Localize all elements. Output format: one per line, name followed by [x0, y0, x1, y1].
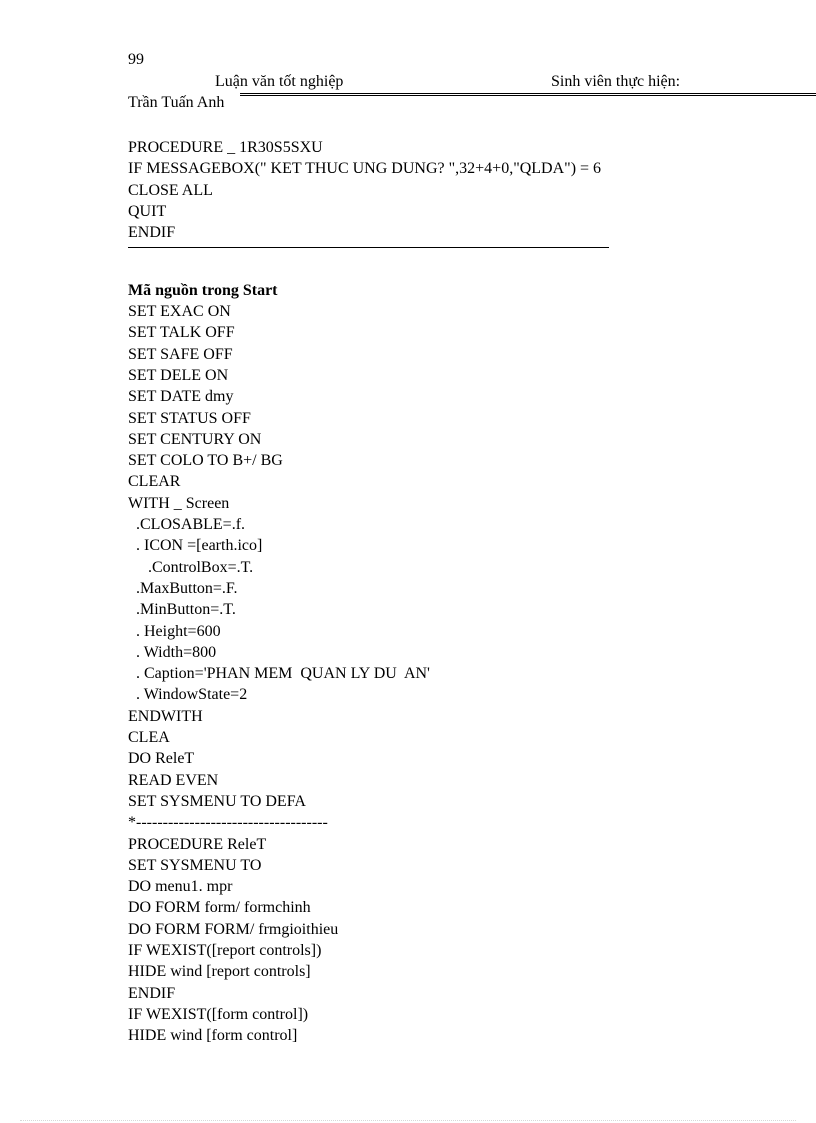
code-line: . ICON =[earth.ico] [128, 537, 263, 555]
code-line: SET DATE dmy [128, 388, 234, 406]
code-line: HIDE wind [form control] [128, 1027, 298, 1045]
code-line: ENDWITH [128, 707, 203, 725]
code-line: SET STATUS OFF [128, 409, 251, 427]
code-line: DO ReleT [128, 750, 195, 768]
code-line: . Caption='PHAN MEM QUAN LY DU AN' [128, 665, 430, 683]
code-line: .MinButton=.T. [128, 601, 236, 619]
footer-divider [20, 1120, 796, 1121]
section-heading: Mã nguồn trong Start [128, 281, 278, 299]
code-line: IF WEXIST([report controls]) [128, 941, 322, 959]
code-line: IF WEXIST([form control]) [128, 1005, 309, 1023]
code-line: DO FORM form/ formchinh [128, 899, 311, 917]
header-author-label: Sinh viên thực hiện: [551, 73, 681, 90]
code-line: SET DELE ON [128, 366, 229, 384]
code-line: .ControlBox=.T. [128, 558, 254, 576]
code-line: ENDIF [128, 984, 176, 1002]
code-line: SET SYSMENU TO [128, 856, 262, 874]
code-line: SET COLO TO B+/ BG [128, 452, 283, 470]
code-line: SET EXAC ON [128, 303, 231, 321]
code-line: SET CENTURY ON [128, 430, 262, 448]
code-line: IF MESSAGEBOX(" KET THUC UNG DUNG? ",32+4+0,"QLDA") = 6 [128, 160, 602, 178]
code-line: READ EVEN [128, 771, 219, 789]
code-line: SET TALK OFF [128, 324, 235, 342]
blank-line [128, 258, 788, 279]
code-line: DO FORM FORM/ frmgioithieu [128, 920, 339, 938]
header-title: Luận văn tốt nghiệp [215, 73, 344, 90]
code-line: CLEAR [128, 473, 181, 491]
code-line: .MaxButton=.F. [128, 579, 238, 597]
code-line: PROCEDURE ReleT [128, 835, 267, 853]
section-divider [128, 243, 788, 258]
code-line: SET SAFE OFF [128, 345, 233, 363]
page-number: 99 [128, 51, 144, 68]
document-body [128, 137, 788, 1046]
code-line: PROCEDURE _ 1R30S5SXU [128, 139, 323, 156]
code-line: QUIT [128, 202, 167, 220]
code-line: WITH _ Screen [128, 494, 230, 512]
code-line: HIDE wind [report controls] [128, 963, 311, 981]
code-line: CLEA [128, 729, 170, 747]
header-rule [240, 93, 816, 96]
code-line: DO menu1. mpr [128, 878, 233, 896]
code-line: . WindowState=2 [128, 686, 248, 704]
code-line: SET SYSMENU TO DEFA [128, 792, 306, 810]
code-line: .CLOSABLE=.f. [128, 516, 246, 534]
code-line: *------------------------------------ [128, 814, 328, 832]
code-line: . Height=600 [128, 622, 221, 640]
code-line: CLOSE ALL [128, 181, 213, 199]
code-line: ENDIF [128, 224, 176, 242]
header-author-name: Trần Tuấn Anh [128, 94, 225, 111]
code-line: . Width=800 [128, 643, 217, 661]
